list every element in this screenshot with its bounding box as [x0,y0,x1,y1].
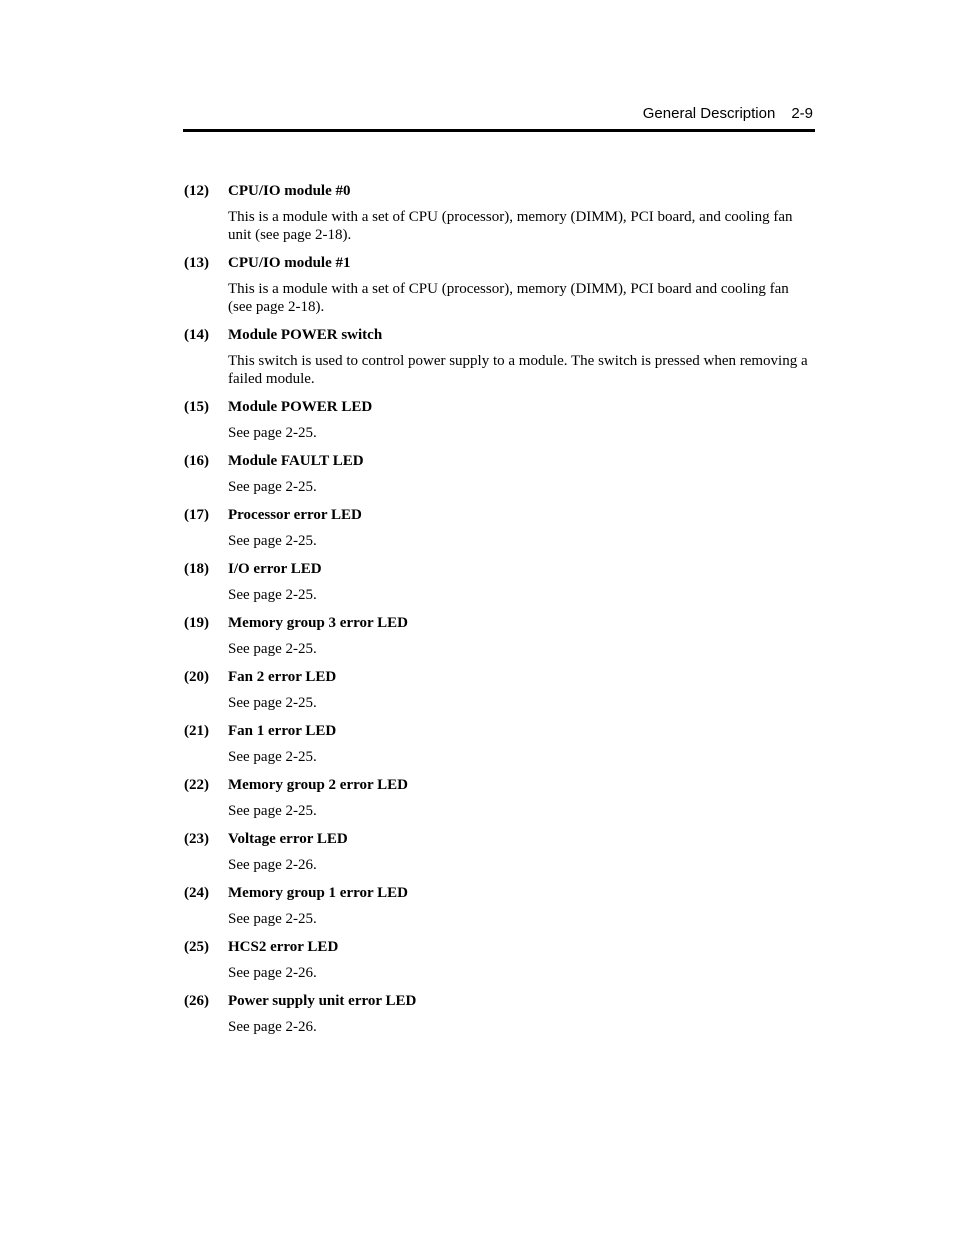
item-number: (24) [184,885,209,901]
list-item [184,883,816,928]
item-description: See page 2-26. [228,965,317,981]
item-description: See page 2-25. [228,695,317,711]
list-item [184,181,816,244]
item-title: CPU/IO module #0 [228,183,351,199]
item-description: See page 2-25. [228,587,317,603]
item-title: Memory group 1 error LED [228,885,408,901]
list-item [184,937,816,982]
item-number: (16) [184,453,209,469]
item-number: (20) [184,669,209,685]
page-header [183,104,815,132]
item-number: (13) [184,255,209,271]
list-item [184,613,816,658]
item-title: Processor error LED [228,507,362,523]
item-number: (25) [184,939,209,955]
item-title: Power supply unit error LED [228,993,417,1009]
list-item [184,829,816,874]
item-title: Fan 2 error LED [228,669,337,685]
item-description: This is a module with a set of CPU (processor), memory (DIMM), PCI board and cooling fan (see page 2-18). [228,281,789,315]
item-number: (17) [184,507,209,523]
item-number: (19) [184,615,209,631]
item-number: (12) [184,183,209,199]
item-number: (15) [184,399,209,415]
item-description: See page 2-25. [228,641,317,657]
item-description: See page 2-25. [228,911,317,927]
list-item [184,325,816,388]
item-description: See page 2-26. [228,857,317,873]
item-title: Memory group 2 error LED [228,777,408,793]
list-item [184,559,816,604]
item-number: (18) [184,561,209,577]
item-number: (22) [184,777,209,793]
item-description: This switch is used to control power supply to a module. The switch is pressed when removing a failed module. [228,353,808,387]
list-item [184,667,816,712]
item-description: See page 2-25. [228,803,317,819]
item-title: Module POWER LED [228,399,373,415]
item-number: (23) [184,831,209,847]
item-title: Module POWER switch [228,327,383,343]
list-item [184,775,816,820]
item-number: (21) [184,723,209,739]
section-title: General Description [642,105,776,122]
item-title: CPU/IO module #1 [228,255,351,271]
list-item [184,721,816,766]
item-description: See page 2-25. [228,425,317,441]
list-item [184,505,816,550]
list-item [184,991,816,1036]
list-item [184,397,816,442]
item-description: See page 2-25. [228,749,317,765]
item-title: Fan 1 error LED [228,723,337,739]
item-description: See page 2-25. [228,533,317,549]
item-description: See page 2-25. [228,479,317,495]
item-title: Module FAULT LED [228,453,364,469]
item-number: (26) [184,993,209,1009]
list-item [184,253,816,316]
item-title: Memory group 3 error LED [228,615,408,631]
item-title: Voltage error LED [228,831,348,847]
item-list [184,181,816,1045]
item-description: This is a module with a set of CPU (processor), memory (DIMM), PCI board, and cooling fan unit (see page 2-18). [228,209,793,243]
item-description: See page 2-26. [228,1019,317,1035]
list-item [184,451,816,496]
item-number: (14) [184,327,209,343]
header-text [643,105,813,123]
page-number: 2-9 [791,105,813,122]
item-title: I/O error LED [228,561,322,577]
item-title: HCS2 error LED [228,939,339,955]
